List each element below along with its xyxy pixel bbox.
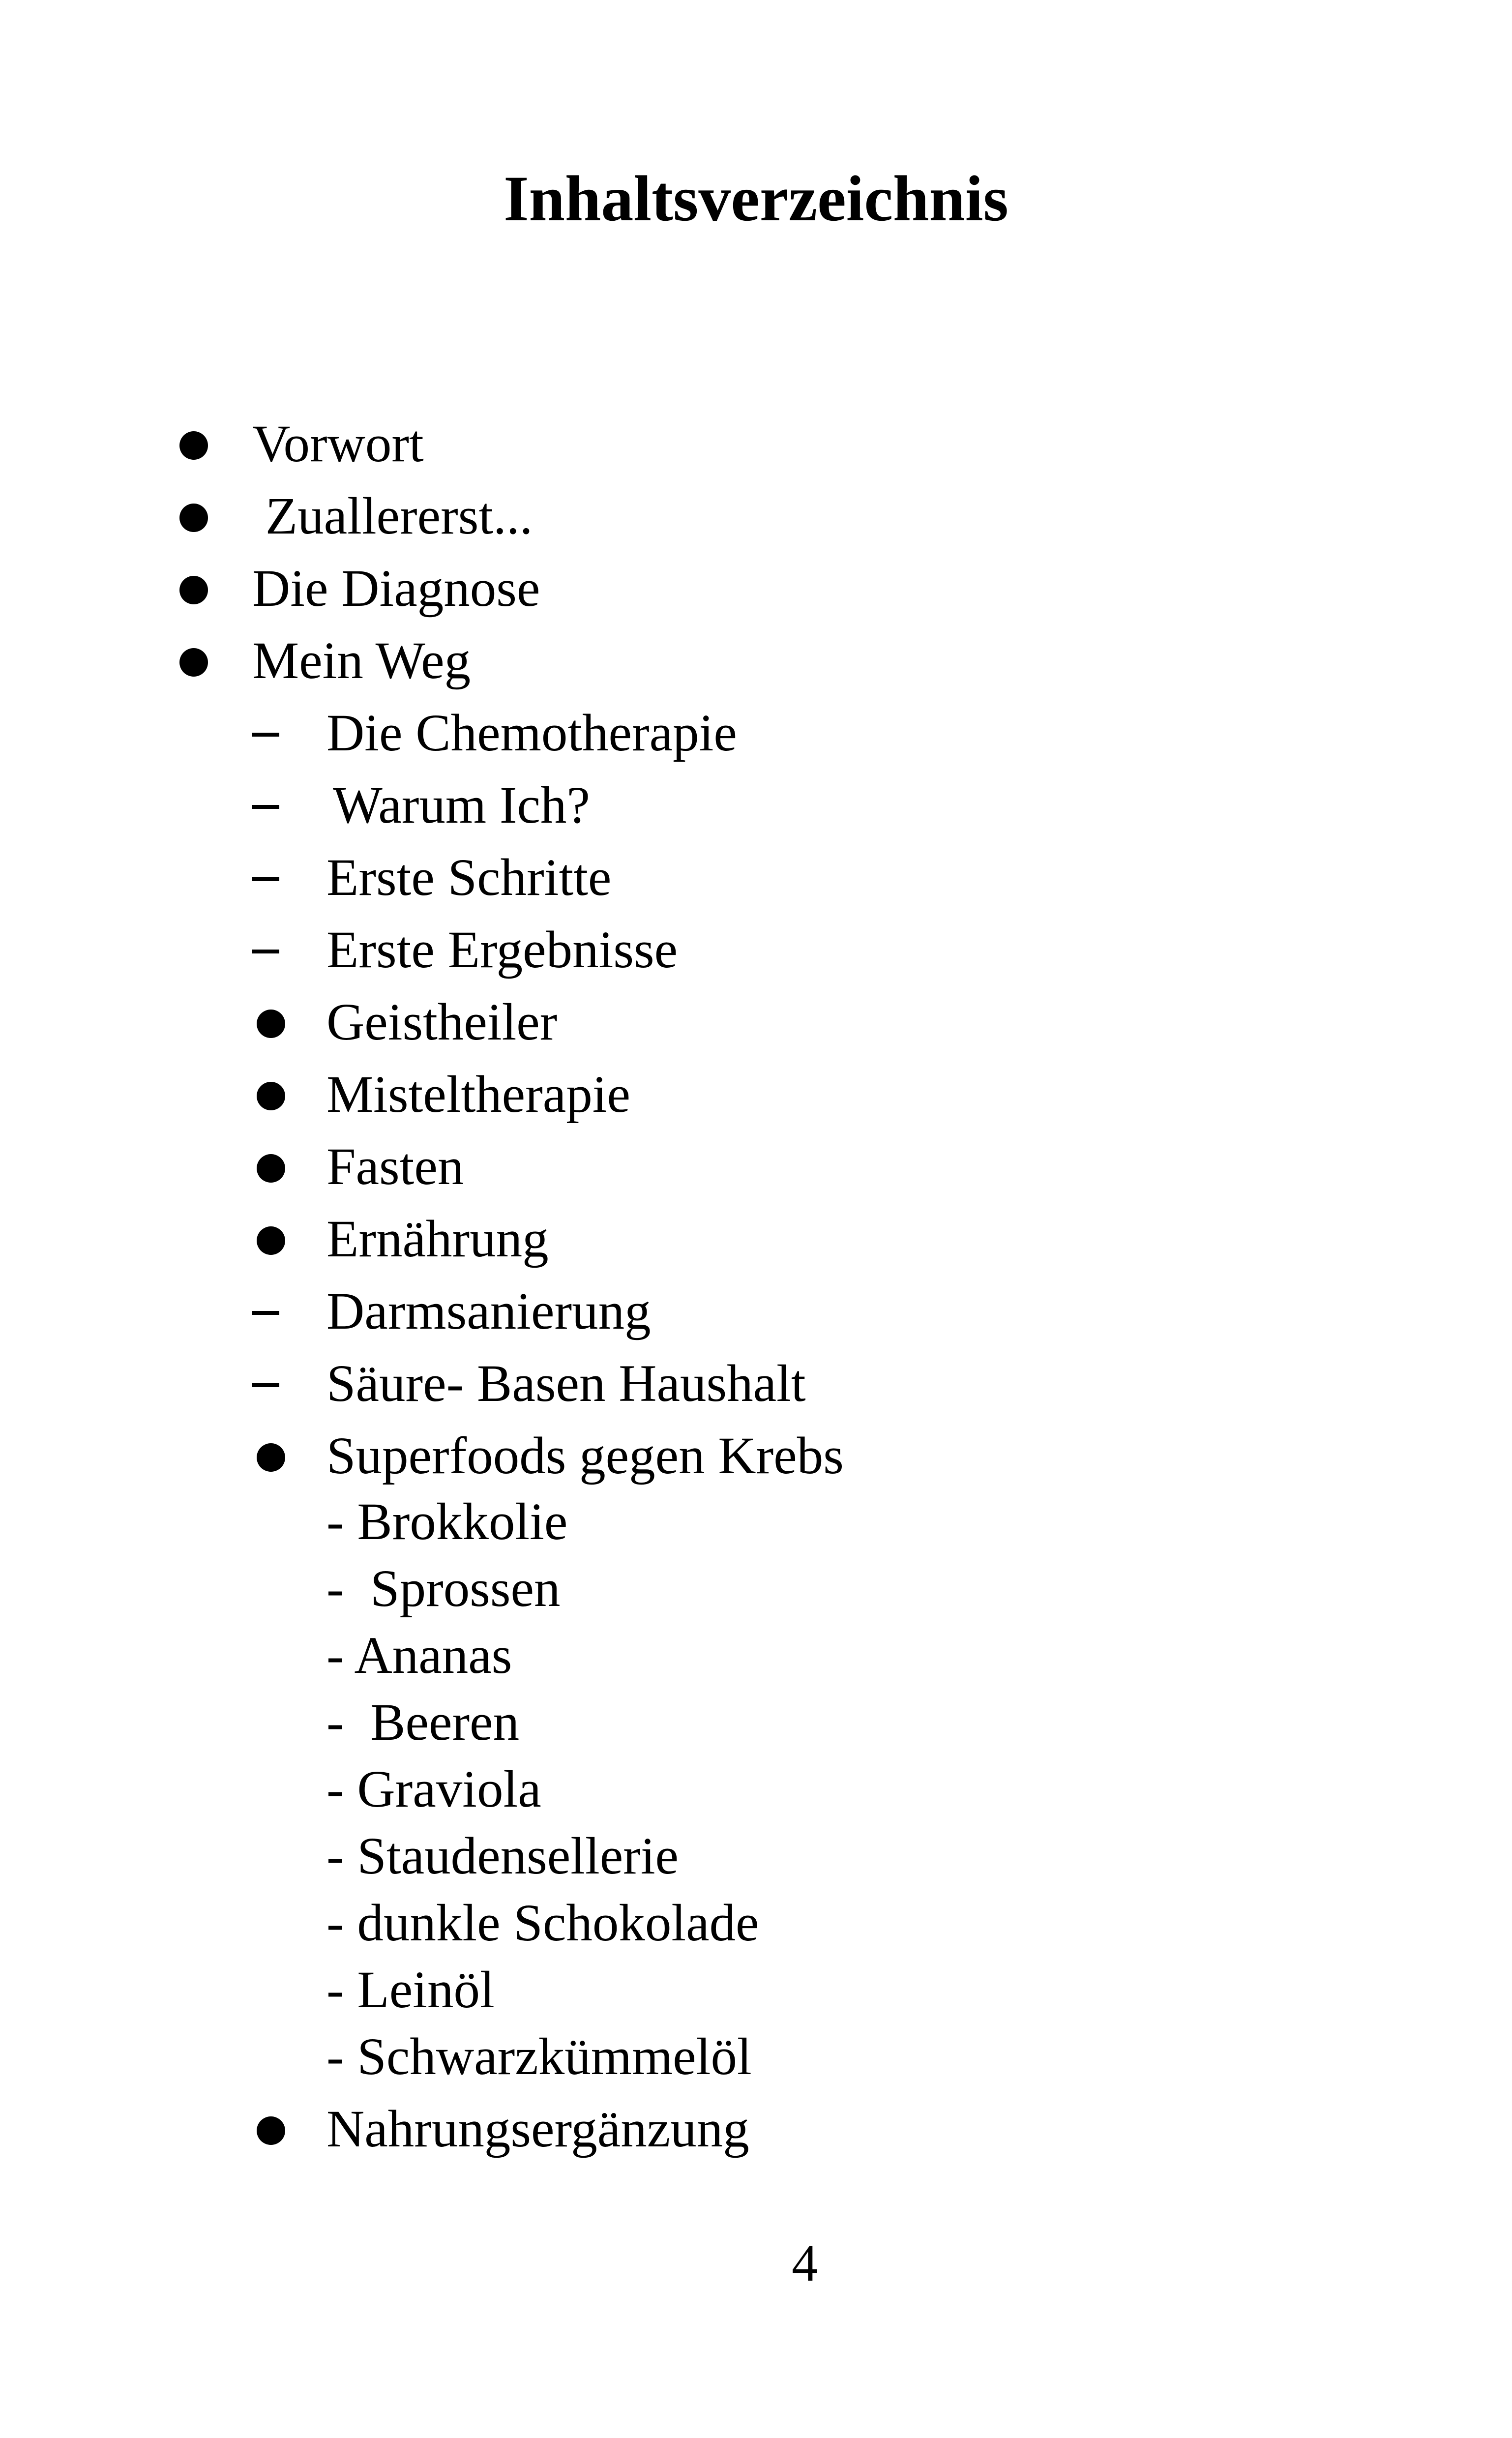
toc-entry-label: - Staudensellerie bbox=[326, 1827, 679, 1885]
bullet-icon bbox=[257, 1082, 285, 1110]
bullet-icon bbox=[257, 1226, 285, 1255]
dash-icon bbox=[252, 950, 279, 953]
bullet-icon bbox=[179, 648, 208, 677]
toc-entry-label: Fasten bbox=[326, 1138, 464, 1196]
toc-subentry bbox=[252, 921, 678, 983]
bullet-icon bbox=[179, 431, 208, 460]
toc-entry bbox=[179, 415, 424, 477]
toc-entry-label: Vorwort bbox=[252, 415, 424, 473]
toc-entry-label: - Graviola bbox=[326, 1760, 541, 1818]
toc-subentry bbox=[257, 1210, 549, 1272]
toc-subsubentry bbox=[326, 1961, 495, 2023]
toc-entry bbox=[179, 560, 540, 622]
toc-entry-label: Geistheiler bbox=[326, 993, 558, 1051]
toc-subentry bbox=[257, 1427, 844, 1489]
toc-entry-label: - Brokkolie bbox=[326, 1493, 568, 1551]
toc-entry bbox=[179, 632, 471, 694]
toc-subentry bbox=[257, 1066, 631, 1128]
toc-subentry bbox=[252, 849, 612, 911]
toc-entry-label: - Leinöl bbox=[326, 1961, 495, 2019]
toc-entry-label: Superfoods gegen Krebs bbox=[326, 1427, 844, 1485]
toc-entry-label: Misteltherapie bbox=[326, 1066, 631, 1124]
toc-entry-label: Zuallererst... bbox=[252, 487, 533, 545]
toc-subentry bbox=[257, 1138, 464, 1200]
toc-entry-label: Säure- Basen Haushalt bbox=[326, 1355, 806, 1413]
toc-subsubentry bbox=[326, 1894, 759, 1956]
page-title: Inhaltsverzeichnis bbox=[504, 162, 1008, 235]
toc-entry-label: Nahrungsergänzung bbox=[326, 2100, 749, 2158]
toc-entry-label: - Ananas bbox=[326, 1627, 512, 1685]
toc-subentry bbox=[252, 776, 590, 838]
dash-icon bbox=[252, 1311, 279, 1315]
toc-subentry bbox=[252, 704, 737, 766]
toc-subentry bbox=[257, 993, 558, 1055]
toc-subentry bbox=[252, 1355, 806, 1417]
toc-subentry bbox=[257, 2100, 749, 2162]
toc-subsubentry bbox=[326, 1560, 561, 1622]
toc-entry-label: - Schwarzkümmelöl bbox=[326, 2028, 752, 2086]
dash-icon bbox=[252, 1383, 279, 1387]
bullet-icon bbox=[257, 1154, 285, 1183]
bullet-icon bbox=[179, 504, 208, 532]
dash-icon bbox=[252, 805, 279, 809]
dash-icon bbox=[252, 733, 279, 737]
bullet-icon bbox=[257, 2116, 285, 2145]
toc-entry-label: - Beeren bbox=[326, 1694, 520, 1752]
toc-subsubentry bbox=[326, 1827, 679, 1889]
toc-subsubentry bbox=[326, 1760, 541, 1822]
toc-subentry bbox=[252, 1282, 651, 1344]
toc-entry-label: Ernährung bbox=[326, 1210, 549, 1268]
toc-subsubentry bbox=[326, 1493, 568, 1555]
toc-entry-label: Die Chemotherapie bbox=[326, 704, 737, 762]
bullet-icon bbox=[257, 1443, 285, 1472]
toc-entry-label: Die Diagnose bbox=[252, 560, 540, 618]
toc-entry-label: Erste Ergebnisse bbox=[326, 921, 678, 979]
page-number: 4 bbox=[792, 2234, 818, 2292]
toc-entry-label: Warum Ich? bbox=[321, 776, 590, 834]
toc-entry-label: Erste Schritte bbox=[326, 849, 612, 907]
toc-subsubentry bbox=[326, 2028, 752, 2090]
toc-subsubentry bbox=[326, 1694, 520, 1755]
bullet-icon bbox=[179, 576, 208, 604]
toc-entry-label: - Sprossen bbox=[326, 1560, 561, 1618]
toc-entry bbox=[179, 487, 533, 549]
dash-icon bbox=[252, 877, 279, 881]
bullet-icon bbox=[257, 1010, 285, 1038]
toc-entry-label: Mein Weg bbox=[252, 632, 471, 690]
toc-entry-label: - dunkle Schokolade bbox=[326, 1894, 759, 1952]
toc-subsubentry bbox=[326, 1627, 512, 1689]
toc-entry-label: Darmsanierung bbox=[326, 1282, 651, 1340]
